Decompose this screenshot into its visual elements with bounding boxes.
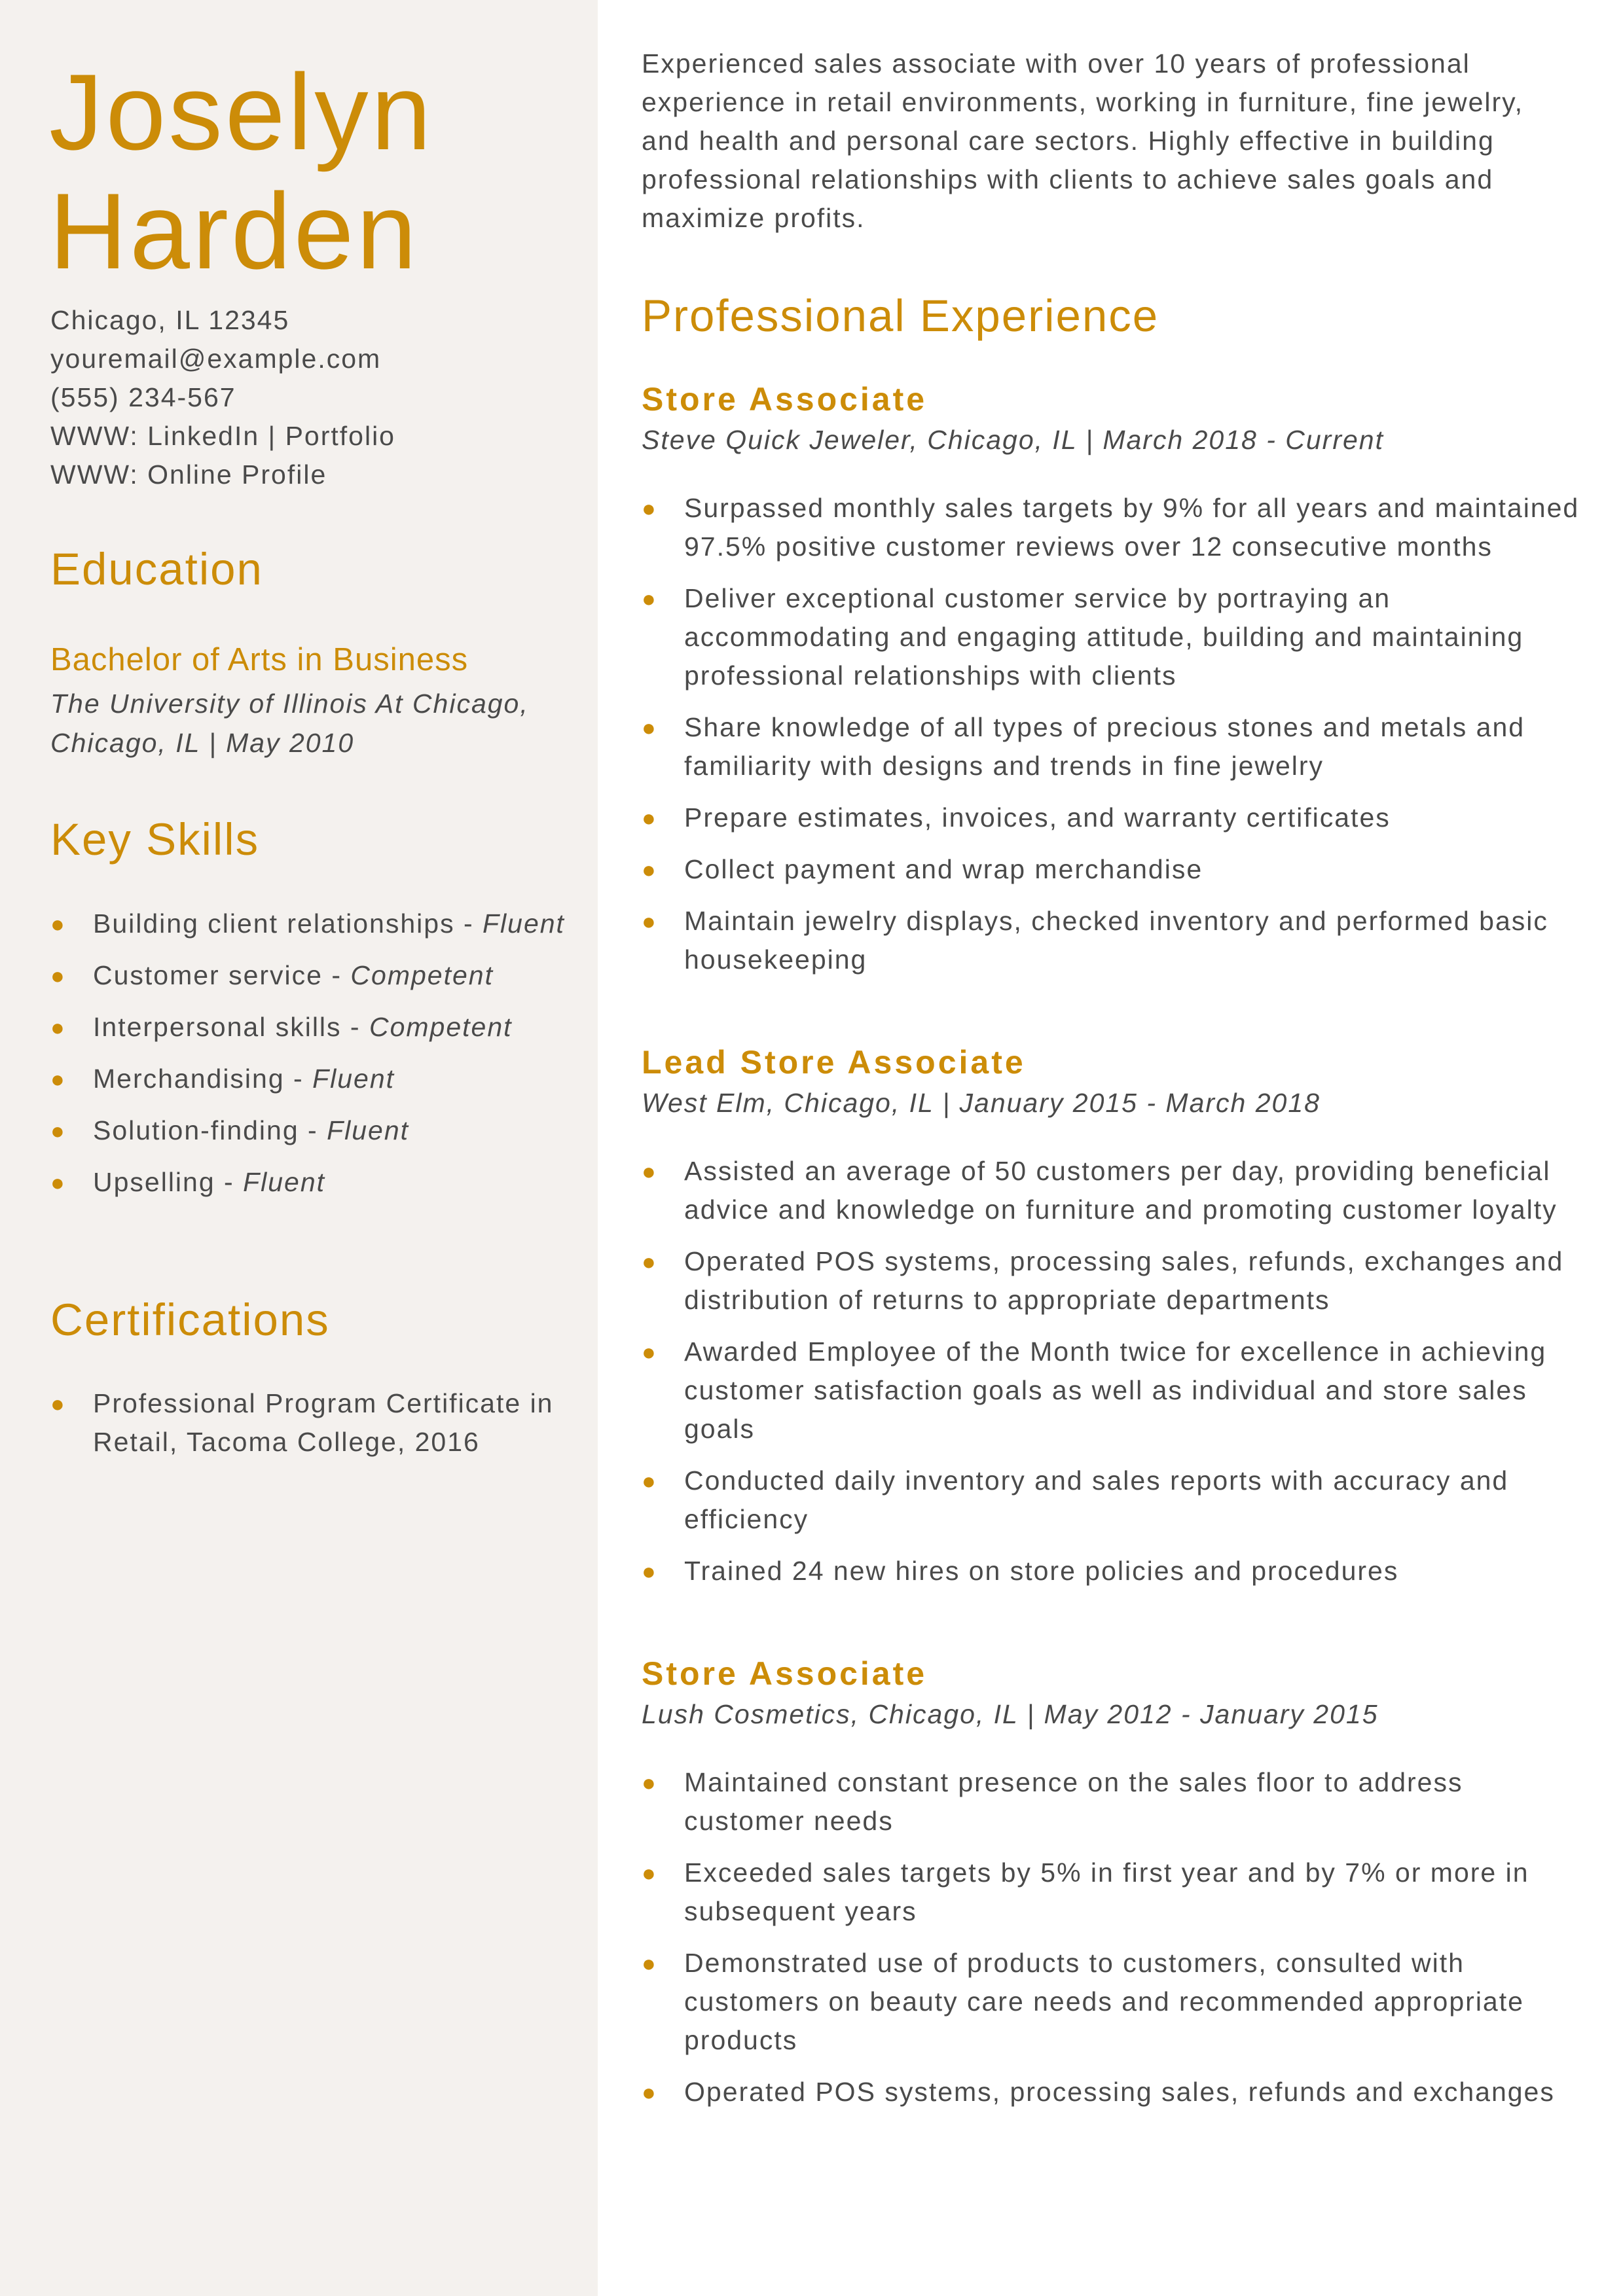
skill-name: Interpersonal skills (93, 1012, 342, 1042)
certification-item (50, 1384, 561, 1462)
education-degree: Bachelor of Arts in Business (50, 642, 469, 677)
education-heading: Education (50, 544, 263, 594)
skill-level: Fluent (327, 1115, 410, 1145)
bullet-dot-icon: ● (642, 908, 657, 935)
job-bullet-text: Trained 24 new hires on store policies and procedures (684, 1556, 1399, 1586)
job-bullet (642, 2073, 1584, 2111)
job-entry (642, 378, 1584, 979)
job-entry (642, 1041, 1584, 1590)
bullet-dot-icon: ● (642, 585, 657, 612)
job-bullets (642, 1763, 1584, 2111)
professional-summary: Experienced sales associate with over 10 years of professional experience in retail environments, working in furniture, fine jewelry, and health and personal care sectors. Highly effective in building professional relationships with clients to achieve sales goals and maximize profits. (642, 48, 1524, 233)
skill-name: Upselling (93, 1167, 215, 1197)
bullet-dot-icon: ● (642, 1467, 657, 1494)
contact-block (50, 301, 395, 494)
bullet-dot-icon: ● (642, 2079, 657, 2106)
skill-level: Fluent (243, 1167, 326, 1197)
skill-name: Solution-finding (93, 1115, 299, 1145)
job-bullet (642, 1333, 1584, 1448)
job-bullet (642, 1152, 1584, 1229)
job-title: Store Associate (642, 381, 928, 418)
bullet-dot-icon: ● (50, 1014, 66, 1041)
job-bullet (642, 1462, 1584, 1539)
skill-item: ● Solution-finding - Fluent (50, 1111, 568, 1150)
first-name: Joselyn (49, 52, 434, 172)
job-bullet (642, 489, 1584, 566)
contact-phone[interactable]: (555) 234-567 (50, 382, 236, 412)
certification-text: Professional Program Certificate in Retail, Tacoma College, 2016 (93, 1388, 554, 1457)
skill-name: Building client relationships (93, 908, 455, 939)
job-meta: Lush Cosmetics, Chicago, IL | May 2012 - January 2015 (642, 1699, 1379, 1729)
job-bullet-text: Prepare estimates, invoices, and warranty certificates (684, 802, 1391, 833)
bullet-dot-icon: ● (50, 1390, 66, 1417)
bullet-dot-icon: ● (50, 1117, 66, 1144)
skill-item: ● Building client relationships - Fluent (50, 905, 568, 943)
contact-email[interactable]: youremail@example.com (50, 344, 382, 374)
job-bullet-text: Maintained constant presence on the sales floor to address customer needs (684, 1767, 1463, 1836)
bullet-dot-icon: ● (642, 1769, 657, 1796)
job-entry (642, 1653, 1584, 2111)
contact-online-profile[interactable]: WWW: Online Profile (50, 459, 327, 490)
candidate-name (49, 52, 433, 291)
skill-item: ● Merchandising - Fluent (50, 1060, 568, 1098)
skill-level: Competent (350, 960, 494, 990)
skill-level: Fluent (483, 908, 565, 939)
job-bullets (642, 489, 1584, 979)
last-name: Harden (49, 171, 420, 291)
job-bullet (642, 1552, 1584, 1590)
job-bullet-text: Demonstrated use of products to customers, consulted with customers on beauty care needs and recommended appropriate products (684, 1948, 1524, 2055)
job-bullet-text: Operated POS systems, processing sales, refunds and exchanges (684, 2077, 1555, 2107)
bullet-dot-icon: ● (642, 495, 657, 522)
job-bullet (642, 579, 1584, 695)
skill-level: Competent (369, 1012, 513, 1042)
job-bullet-text: Conducted daily inventory and sales reports with accuracy and efficiency (684, 1465, 1509, 1534)
experience-heading: Professional Experience (642, 291, 1159, 341)
bullet-dot-icon: ● (642, 1158, 657, 1185)
job-bullet (642, 1763, 1584, 1840)
skill-name: Customer service (93, 960, 323, 990)
skills-heading: Key Skills (50, 814, 260, 865)
job-bullet (642, 1242, 1584, 1319)
job-title: Lead Store Associate (642, 1044, 1026, 1081)
bullet-dot-icon: ● (50, 962, 66, 989)
bullet-dot-icon: ● (50, 1169, 66, 1196)
bullet-dot-icon: ● (642, 1338, 657, 1365)
job-bullet-text: Assisted an average of 50 customers per day, providing beneficial advice and knowledge on furniture and promoting customer loyalty (684, 1156, 1558, 1225)
job-bullet-text: Operated POS systems, processing sales, refunds, exchanges and distribution of returns to appropriate departments (684, 1246, 1564, 1315)
bullet-dot-icon: ● (642, 1248, 657, 1275)
sidebar (0, 0, 598, 2296)
job-bullet-text: Surpassed monthly sales targets by 9% for all years and maintained 97.5% positive customer reviews over 12 consecutive months (684, 493, 1580, 562)
bullet-dot-icon: ● (642, 1558, 657, 1585)
job-bullets (642, 1152, 1584, 1590)
job-bullet (642, 1854, 1584, 1931)
bullet-dot-icon: ● (642, 856, 657, 883)
job-meta: Steve Quick Jeweler, Chicago, IL | March 2018 - Current (642, 425, 1384, 455)
job-bullet-text: Deliver exceptional customer service by portraying an accommodating and engaging attitude, building and maintaining professional relationships with clients (684, 583, 1524, 691)
certifications-list (50, 1384, 561, 1475)
job-bullet-text: Collect payment and wrap merchandise (684, 854, 1203, 884)
contact-web-links[interactable]: WWW: LinkedIn | Portfolio (50, 421, 395, 451)
job-bullet (642, 1944, 1584, 2060)
job-bullet (642, 902, 1584, 979)
skill-name: Merchandising (93, 1064, 285, 1094)
bullet-dot-icon: ● (50, 1066, 66, 1092)
job-meta: West Elm, Chicago, IL | January 2015 - March 2018 (642, 1088, 1321, 1118)
skill-level: Fluent (312, 1064, 395, 1094)
job-title: Store Associate (642, 1655, 928, 1692)
bullet-dot-icon: ● (642, 804, 657, 831)
job-bullet (642, 708, 1584, 785)
bullet-dot-icon: ● (50, 910, 66, 937)
contact-location: Chicago, IL 12345 (50, 305, 290, 335)
job-bullet-text: Maintain jewelry displays, checked inventory and performed basic housekeeping (684, 906, 1548, 975)
skills-list (50, 905, 568, 1215)
certifications-heading: Certifications (50, 1295, 330, 1345)
bullet-dot-icon: ● (642, 1859, 657, 1886)
job-bullet (642, 798, 1584, 837)
main-content (642, 45, 1584, 2125)
job-bullet-text: Awarded Employee of the Month twice for excellence in achieving customer satisfaction goals as well as individual and store sales goals (684, 1336, 1547, 1444)
job-bullet (642, 850, 1584, 889)
bullet-dot-icon: ● (642, 1950, 657, 1977)
skill-item: ● Customer service - Competent (50, 956, 568, 995)
bullet-dot-icon: ● (642, 714, 657, 741)
skill-item: ● Upselling - Fluent (50, 1163, 568, 1202)
job-bullet-text: Exceeded sales targets by 5% in first year and by 7% or more in subsequent years (684, 1857, 1529, 1926)
skill-item: ● Interpersonal skills - Competent (50, 1008, 568, 1047)
job-bullet-text: Share knowledge of all types of precious stones and metals and familiarity with designs and trends in fine jewelry (684, 712, 1525, 781)
education-school: The University of Illinois At Chicago, Chicago, IL | May 2010 (50, 689, 529, 758)
